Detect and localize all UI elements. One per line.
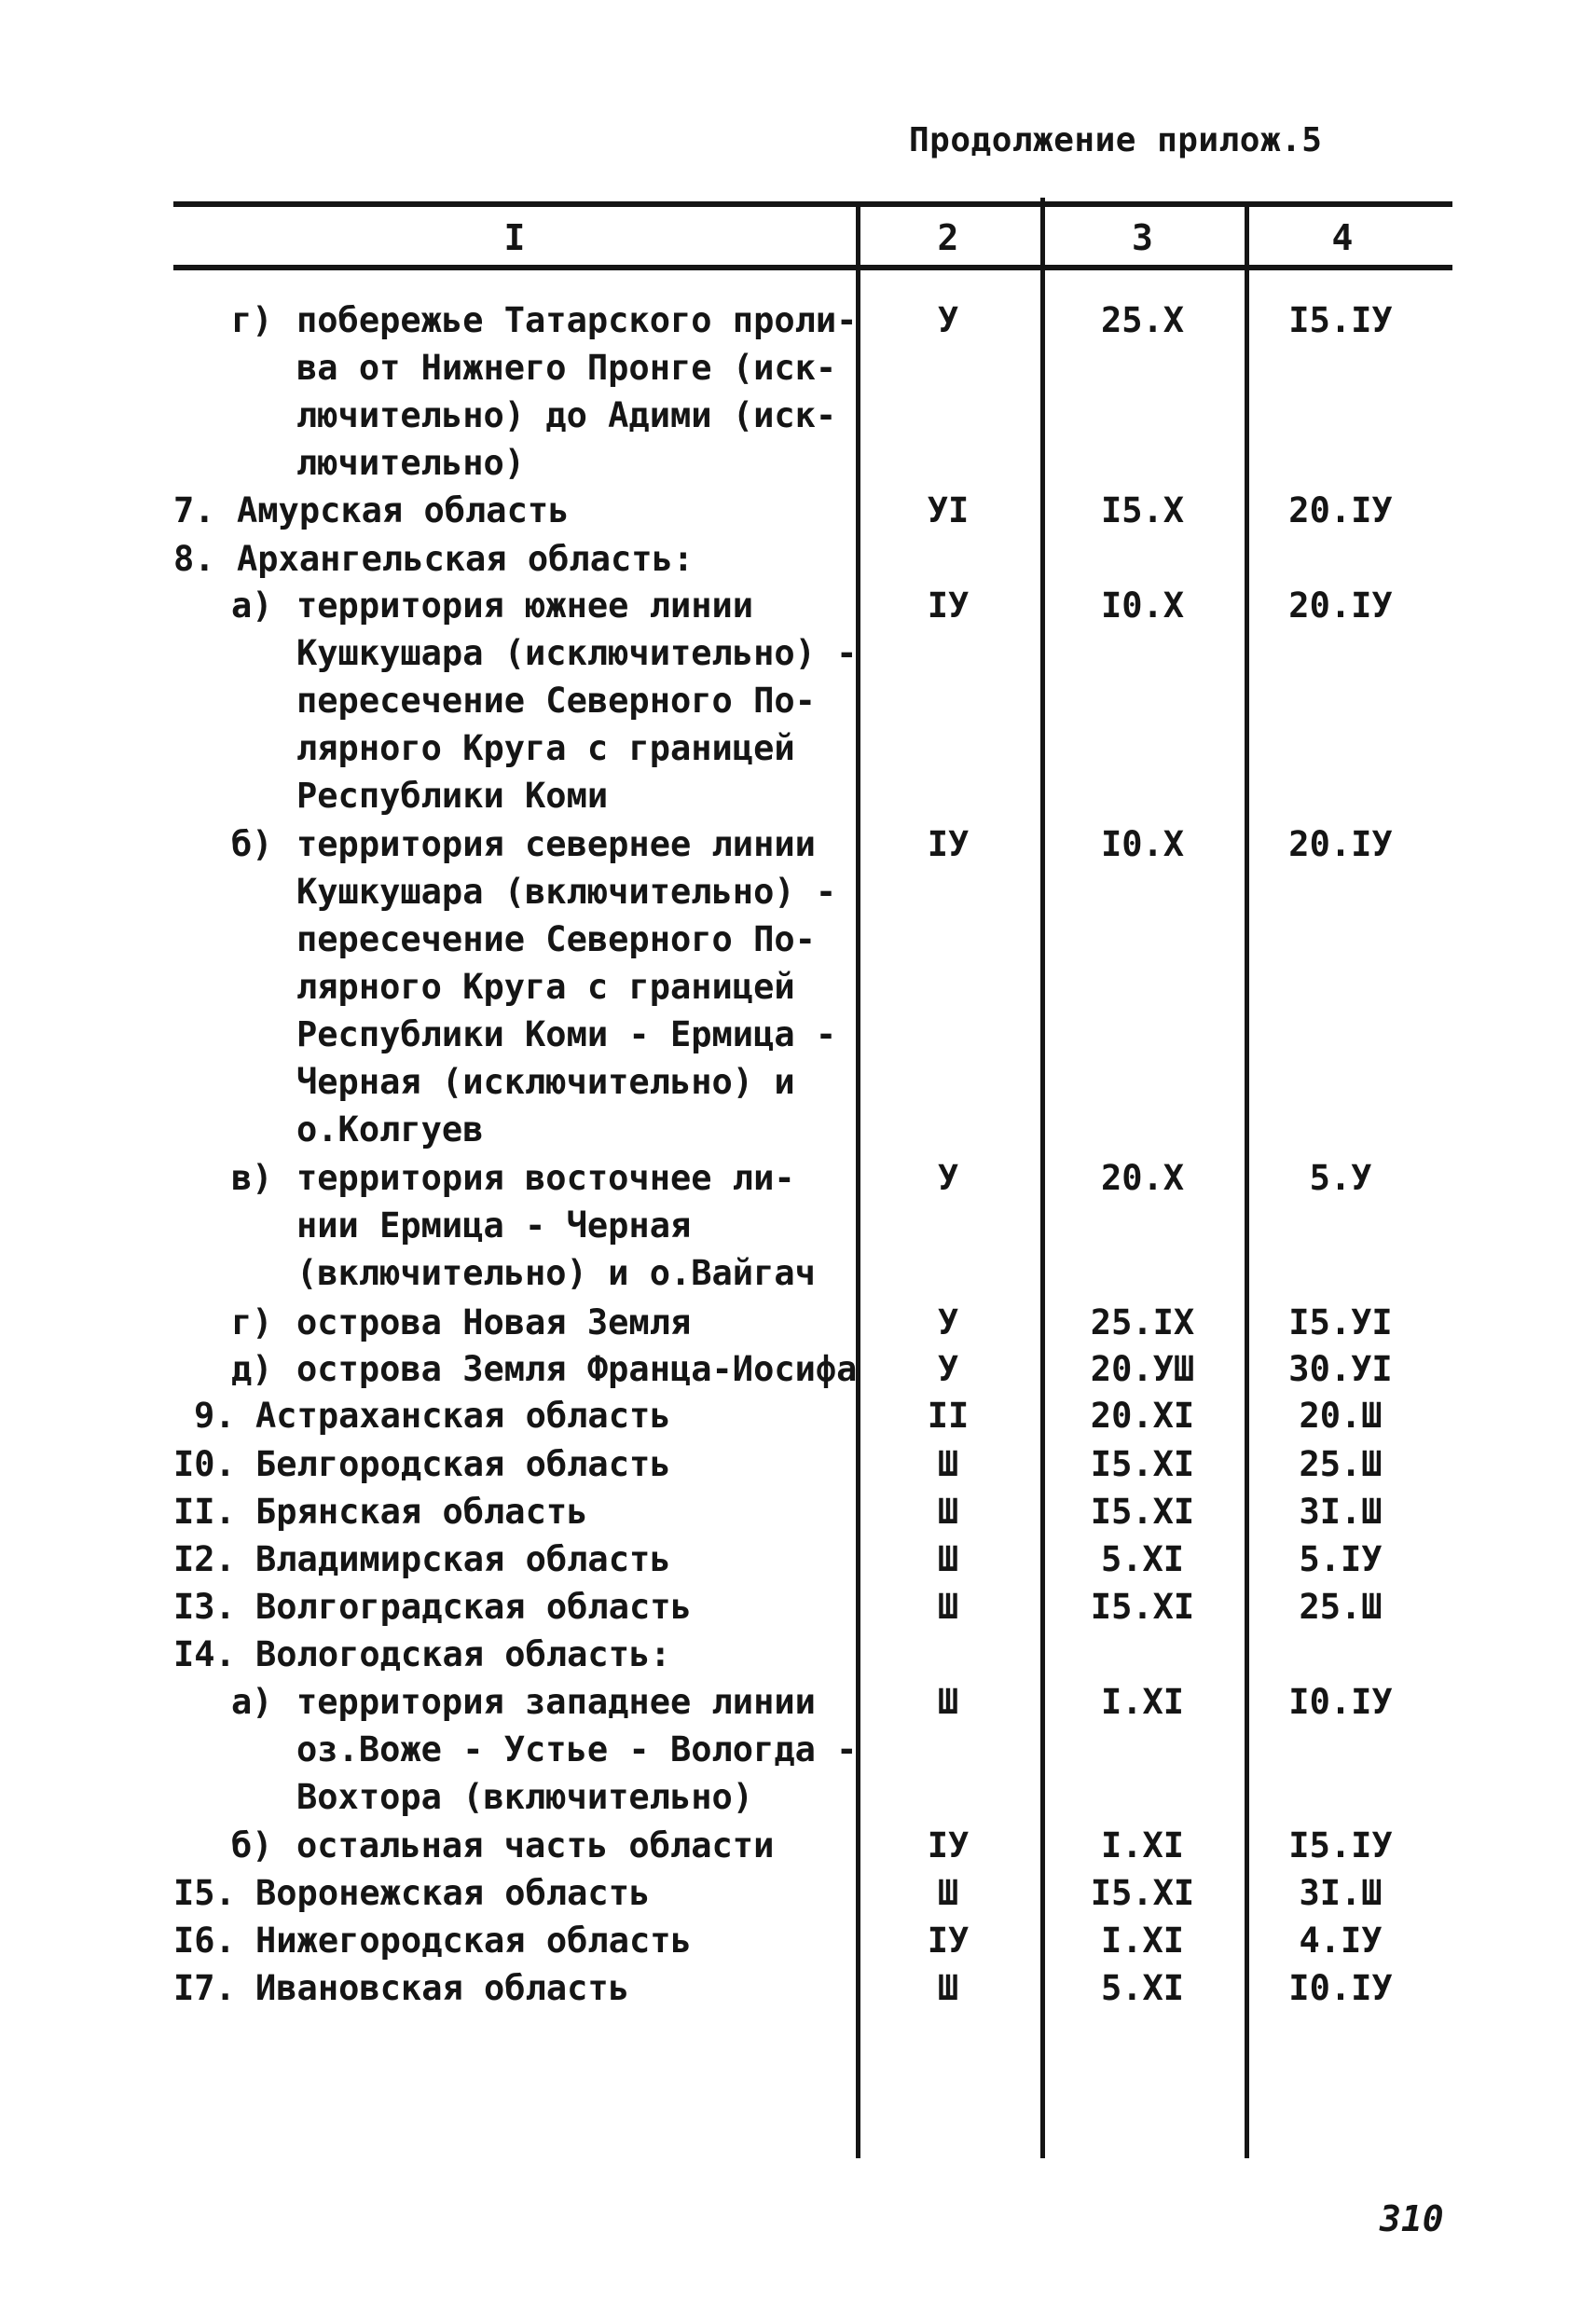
territory-line: Брянская область xyxy=(255,1492,588,1532)
territory-cell xyxy=(255,1631,671,1678)
end-date-cell: 20.IУ xyxy=(1288,490,1393,530)
start-date-cell: 25.IX xyxy=(1090,1302,1195,1342)
column-header-2: 2 xyxy=(937,217,959,258)
territory-line: (включительно) и о.Вайгач xyxy=(296,1253,816,1293)
territory-cell xyxy=(296,582,857,819)
territory-line: оз.Воже - Устье - Вологда - xyxy=(296,1729,858,1769)
territory-line: территория восточнее ли- xyxy=(296,1158,795,1198)
row-marker: I3. xyxy=(173,1587,236,1627)
zone-cell: IУ xyxy=(927,824,970,864)
territory-line: Владимирская область xyxy=(255,1539,671,1579)
territory-cell xyxy=(296,1299,691,1346)
territory-line: Воронежская область xyxy=(255,1873,651,1913)
zone-cell: Ш xyxy=(937,1492,959,1532)
zone-cell: IУ xyxy=(927,1921,970,1961)
territory-line: Нижегородская область xyxy=(255,1921,692,1961)
start-date-cell: I5.XI xyxy=(1090,1587,1195,1627)
territory-line: Вохтора (включительно) xyxy=(296,1777,754,1817)
row-marker: I6. xyxy=(173,1921,236,1961)
end-date-cell: 25.Ш xyxy=(1299,1587,1383,1627)
column-header-3: 3 xyxy=(1132,217,1153,258)
territory-cell xyxy=(255,1440,671,1488)
territory-line: лючительно) до Адими (иск- xyxy=(296,395,837,435)
territory-line: Вологодская область: xyxy=(255,1634,671,1674)
row-marker: I4. xyxy=(173,1634,236,1674)
zone-cell: Ш xyxy=(937,1968,959,2008)
row-marker: а) xyxy=(231,585,273,626)
territory-line: территория южнее линии xyxy=(296,585,754,626)
territory-line: Амурская область xyxy=(237,490,570,530)
territory-cell xyxy=(255,1488,587,1535)
zone-cell: У xyxy=(937,300,959,340)
start-date-cell: I5.X xyxy=(1100,490,1185,530)
column-header-1: I xyxy=(503,217,526,258)
start-date-cell: 25.X xyxy=(1100,300,1185,340)
row-marker: г) xyxy=(231,300,273,340)
territory-line: острова Земля Франца-Иосифа xyxy=(296,1349,858,1389)
zone-cell: У xyxy=(937,1158,959,1198)
start-date-cell: 20.X xyxy=(1100,1158,1185,1198)
territory-line: о.Колгуев xyxy=(296,1109,484,1150)
zone-cell: Ш xyxy=(937,1873,959,1913)
row-marker: II. xyxy=(173,1492,236,1532)
start-date-cell: I0.X xyxy=(1100,824,1185,864)
zone-cell: II xyxy=(927,1396,970,1436)
row-marker: в) xyxy=(231,1158,273,1198)
end-date-cell: 5.IУ xyxy=(1299,1539,1383,1579)
row-marker: I2. xyxy=(173,1539,236,1579)
start-date-cell: I.XI xyxy=(1100,1825,1185,1866)
start-date-cell: I5.XI xyxy=(1090,1444,1195,1484)
end-date-cell: I5.IУ xyxy=(1288,300,1393,340)
zone-cell: Ш xyxy=(937,1539,959,1579)
end-date-cell: 20.Ш xyxy=(1299,1396,1383,1436)
territory-line: Республики Коми - Ермица - xyxy=(296,1014,837,1054)
territory-cell xyxy=(296,1822,774,1869)
territory-cell xyxy=(255,1869,650,1917)
start-date-cell: 5.XI xyxy=(1100,1968,1185,2008)
column-header-4: 4 xyxy=(1331,217,1354,258)
row-marker: 9. xyxy=(194,1396,236,1436)
end-date-cell: 30.УI xyxy=(1288,1349,1393,1389)
territory-cell xyxy=(296,296,857,487)
territory-cell xyxy=(296,1678,857,1821)
table-header-rule xyxy=(173,265,1452,270)
zone-cell: У xyxy=(937,1302,959,1342)
territory-line: Черная (исключительно) и xyxy=(296,1062,795,1102)
territory-line: нии Ермица - Черная xyxy=(296,1205,692,1246)
territory-line: Республики Коми xyxy=(296,776,609,816)
zone-cell: Ш xyxy=(937,1682,959,1722)
zone-cell: Ш xyxy=(937,1444,959,1484)
zone-cell: УI xyxy=(927,490,970,530)
territory-line: Кушкушара (исключительно) - xyxy=(296,633,858,673)
territory-line: Ивановская область xyxy=(255,1968,629,2008)
end-date-cell: 5.У xyxy=(1309,1158,1372,1198)
start-date-cell: 5.XI xyxy=(1100,1539,1185,1579)
territory-cell xyxy=(255,1964,629,2012)
end-date-cell: 3I.Ш xyxy=(1299,1492,1383,1532)
start-date-cell: I5.XI xyxy=(1090,1873,1195,1913)
end-date-cell: 20.IУ xyxy=(1288,585,1393,626)
row-marker: б) xyxy=(231,1825,273,1866)
territory-line: лярного Круга с границей xyxy=(296,728,795,768)
territory-line: лючительно) xyxy=(296,443,526,483)
table-top-rule xyxy=(173,201,1452,207)
start-date-cell: 20.XI xyxy=(1090,1396,1195,1436)
row-marker: I0. xyxy=(173,1444,236,1484)
row-marker: 8. xyxy=(173,539,215,579)
start-date-cell: I.XI xyxy=(1100,1682,1185,1722)
territory-line: территория западнее линии xyxy=(296,1682,816,1722)
territory-line: Белгородская область xyxy=(255,1444,671,1484)
territory-line: побережье Татарского проли- xyxy=(296,300,858,340)
zone-cell: Ш xyxy=(937,1587,959,1627)
zone-cell: IУ xyxy=(927,1825,970,1866)
territory-cell xyxy=(255,1392,671,1439)
territory-line: острова Новая Земля xyxy=(296,1302,692,1342)
end-date-cell: I0.IУ xyxy=(1288,1682,1393,1722)
row-marker: I7. xyxy=(173,1968,236,2008)
territory-line: Волгоградская область xyxy=(255,1587,692,1627)
territory-cell xyxy=(255,1583,692,1631)
page-number: 310 xyxy=(1380,2198,1444,2239)
continuation-caption: Продолжение прилож.5 xyxy=(909,121,1323,159)
territory-line: пересечение Северного По- xyxy=(296,681,816,721)
start-date-cell: I.XI xyxy=(1100,1921,1185,1961)
row-marker: а) xyxy=(231,1682,273,1722)
zone-cell: IУ xyxy=(927,585,970,626)
end-date-cell: 4.IУ xyxy=(1299,1921,1383,1961)
territory-line: ва от Нижнего Пронге (иск- xyxy=(296,348,837,388)
start-date-cell: I0.X xyxy=(1100,585,1185,626)
end-date-cell: I0.IУ xyxy=(1288,1968,1393,2008)
row-marker: 7. xyxy=(173,490,215,530)
territory-cell xyxy=(296,1154,816,1297)
end-date-cell: I5.IУ xyxy=(1288,1825,1393,1866)
end-date-cell: 25.Ш xyxy=(1299,1444,1383,1484)
territory-line: пересечение Северного По- xyxy=(296,919,816,959)
start-date-cell: 20.УШ xyxy=(1090,1349,1195,1389)
territory-cell xyxy=(296,1345,857,1393)
territory-cell xyxy=(237,487,569,534)
row-marker: г) xyxy=(231,1302,273,1342)
territory-cell xyxy=(255,1535,671,1583)
territory-cell xyxy=(296,820,836,1153)
zone-cell: У xyxy=(937,1349,959,1389)
territory-line: Кушкушара (включительно) - xyxy=(296,872,837,912)
row-marker: б) xyxy=(231,824,273,864)
start-date-cell: I5.XI xyxy=(1090,1492,1195,1532)
row-marker: I5. xyxy=(173,1873,236,1913)
territory-line: лярного Круга с границей xyxy=(296,967,795,1007)
territory-cell xyxy=(255,1917,692,1964)
territory-line: Астраханская область xyxy=(255,1396,671,1436)
end-date-cell: I5.УI xyxy=(1288,1302,1393,1342)
row-marker: д) xyxy=(231,1349,273,1389)
territory-cell xyxy=(237,535,694,583)
territory-line: территория севернее линии xyxy=(296,824,816,864)
end-date-cell: 3I.Ш xyxy=(1299,1873,1383,1913)
end-date-cell: 20.IУ xyxy=(1288,824,1393,864)
territory-line: Архангельская область: xyxy=(237,539,695,579)
territory-line: остальная часть области xyxy=(296,1825,775,1866)
